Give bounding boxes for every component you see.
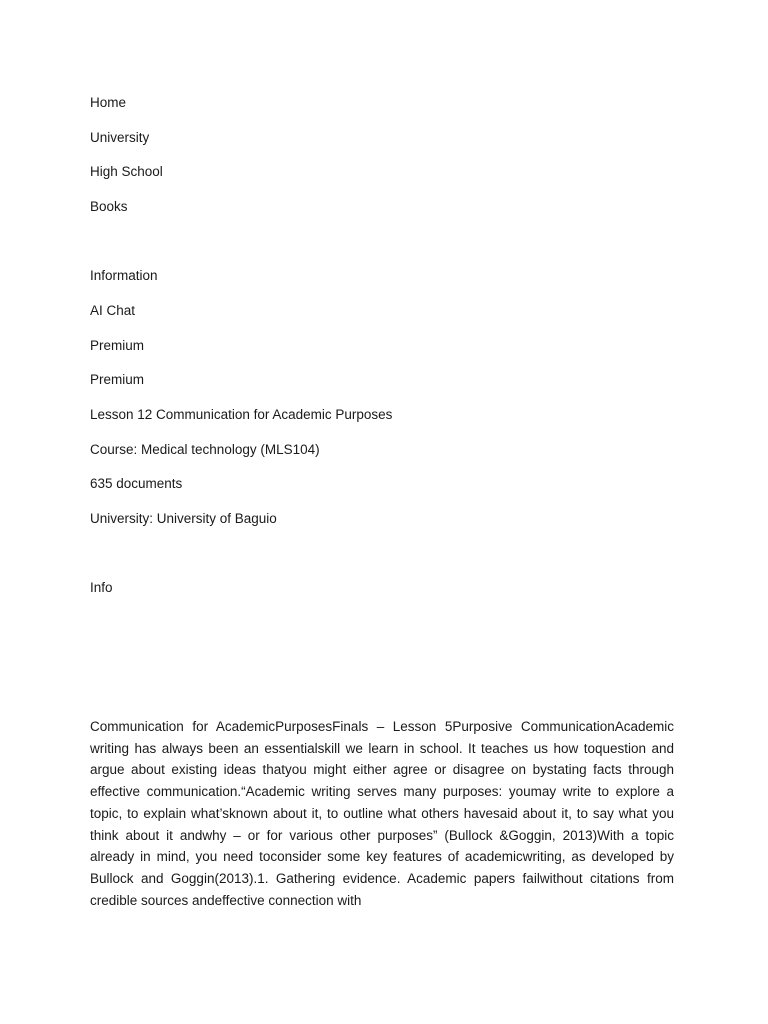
nav-books-link[interactable]: Books: [90, 199, 128, 214]
document-title: Lesson 12 Communication for Academic Purposes: [90, 407, 393, 422]
nav-premium-link[interactable]: Premium: [90, 338, 145, 353]
university-link[interactable]: University: University of Baguio: [90, 511, 277, 526]
nav-university-link[interactable]: University: [90, 130, 150, 145]
course-link[interactable]: Course: Medical technology (MLS104): [90, 442, 320, 457]
nav-ai-chat-link[interactable]: AI Chat: [90, 303, 136, 318]
document-body-text: Communication for AcademicPurposesFinals – Lesson 5Purposive CommunicationAcademic writing has always been an essentialskill we learn in school. It teaches us how toquestion and argue about existing ideas thatyou might either agree or disagree on bystating facts through effective communication.“Academic writing serves many purposes: youmay write to explore a topic, to explain what’sknown about it, to outline what others havesaid about it, to say what you think about it andwhy – or for various other purposes” (Bullock &Goggin, 2013)With a topic already in mind, you need toconsider some key features of academicwriting, as developed by Bullock and Goggin(2013).1. Gathering evidence. Academic papers failwithout citations from credible sources andeffective connection with: [90, 719, 674, 908]
nav-information-link[interactable]: Information: [90, 268, 158, 283]
nav-high-school-link[interactable]: High School: [90, 164, 163, 179]
documents-count: 635 documents: [90, 476, 183, 491]
nav-home-link[interactable]: Home: [90, 95, 127, 110]
info-tab[interactable]: Info: [90, 580, 113, 595]
premium-label[interactable]: Premium: [90, 372, 145, 387]
